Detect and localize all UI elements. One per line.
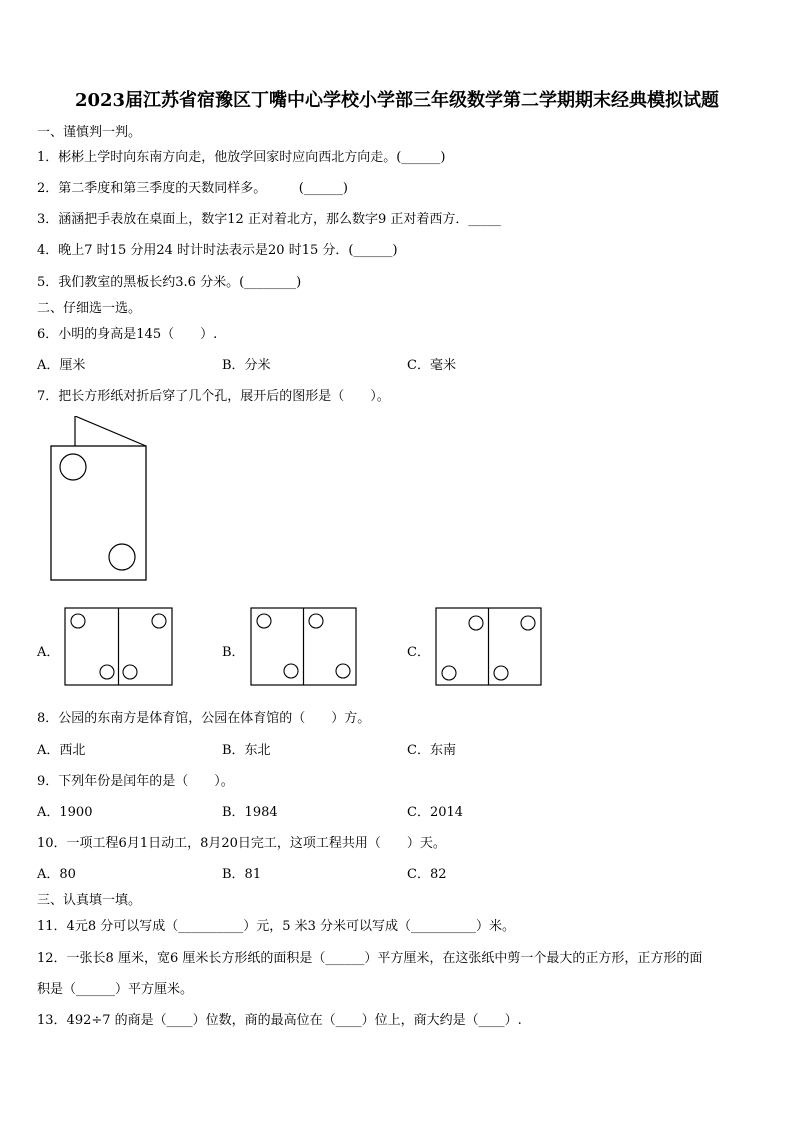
q10-option-b: B．81 [222,867,262,882]
question-4: 4．晚上7 时15 分用24 时计时法表示是20 时15 分．(______) [37,243,398,258]
question-11: 11．4元8 分可以写成（__________）元，5 米3 分米可以写成（__________）米。 [37,919,516,934]
q6-option-c: C．毫米 [407,358,456,373]
question-3: 3．涵涵把手表放在桌面上，数字12 正对着北方，那么数字9 正对着西方．_____ [37,212,501,227]
question-1: 1．彬彬上学时向东南方向走，他放学回家时应向西北方向走。(______) [37,150,446,165]
question-12-line-2: 积是（______）平方厘米。 [37,982,194,997]
q9-option-a: A．1900 [37,805,93,820]
q7-option-b-figure [250,607,360,687]
question-7: 7．把长方形纸对折后穿了几个孔，展开后的图形是（ ）。 [37,389,390,404]
q8-option-c: C．东南 [407,743,456,758]
q6-option-b: B．分米 [222,358,271,373]
q7-option-a-figure [64,607,174,687]
question-13: 13．492÷7 的商是（____）位数，商的最高位在（____）位上，商大约是（____）. [37,1013,522,1028]
q7-option-c-label: C． [407,645,430,660]
section-heading-2: 二、仔细选一选。 [37,301,142,316]
page-title: 2023届江苏省宿豫区丁嘴中心学校小学部三年级数学第二学期期末经典模拟试题 [74,90,720,111]
q7-option-a-label: A． [37,645,60,660]
q9-option-c: C．2014 [407,805,464,820]
q8-option-a: A．西北 [37,743,86,758]
folded-paper-figure [48,416,148,584]
q10-option-c: C．82 [407,867,447,882]
q8-option-b: B．东北 [222,743,271,758]
question-10: 10．一项工程6月1日动工，8月20日完工，这项工程共用（ ）天。 [37,836,446,851]
q10-option-a: A．80 [37,867,76,882]
question-2: 2．第二季度和第三季度的天数同样多。 (______) [37,181,348,196]
section-heading-1: 一、谨慎判一判。 [37,125,142,140]
q9-option-b: B．1984 [222,805,278,820]
question-5: 5．我们教室的黑板长约3.6 分米。(________) [37,275,302,290]
q7-option-c-figure [435,607,545,687]
question-8: 8．公园的东南方是体育馆，公园在体育馆的（ ）方。 [37,711,371,726]
question-6: 6．小明的身高是145（ ）. [37,327,218,342]
q6-option-a: A．厘米 [37,358,86,373]
section-heading-3: 三、认真填一填。 [37,893,142,908]
question-9: 9．下列年份是闰年的是（ ）。 [37,774,234,789]
q7-option-b-label: B． [222,645,245,660]
question-12-line-1: 12．一张长8 厘米，宽6 厘米长方形纸的面积是（______）平方厘米，在这张纸中剪一个最大的正方形，正方形的面 [37,951,703,966]
